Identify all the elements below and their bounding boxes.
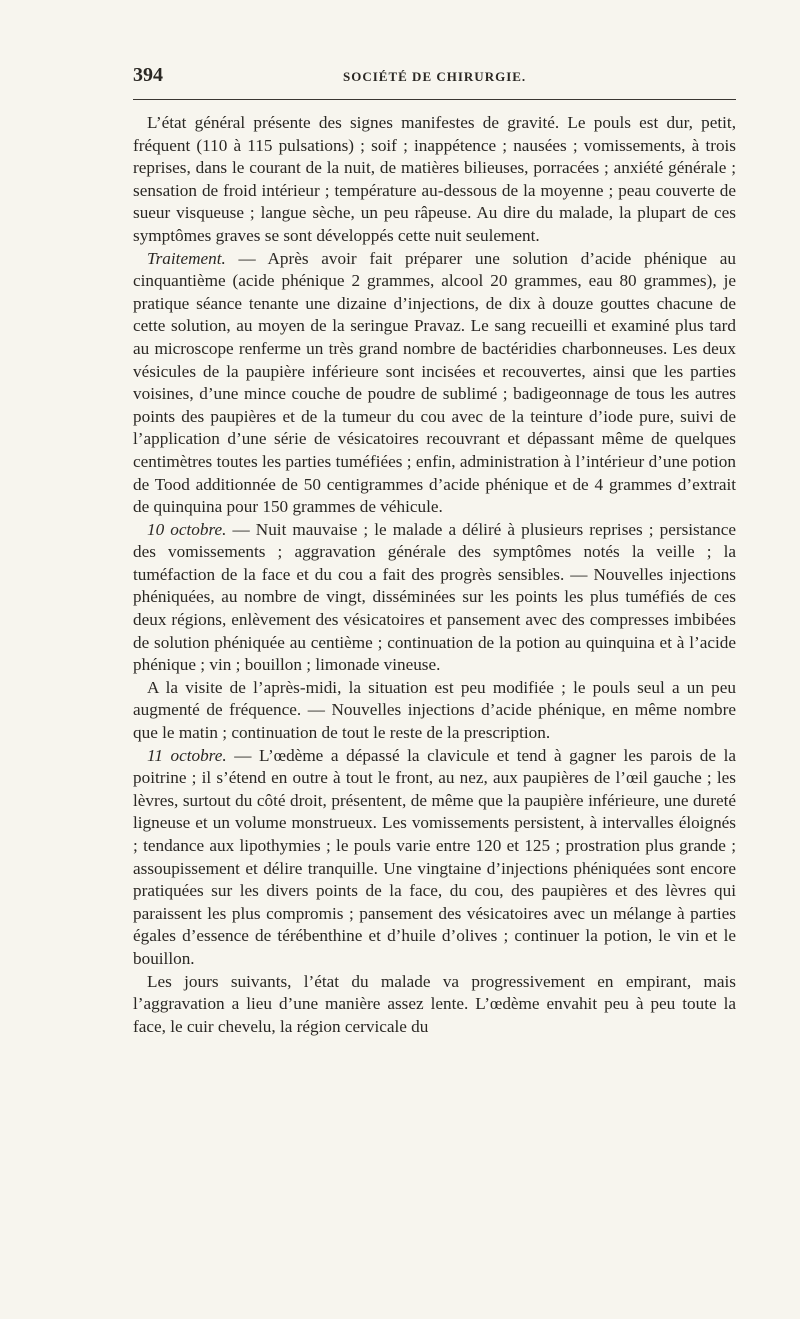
body-text — [133, 112, 736, 1038]
page-header — [133, 64, 736, 92]
paragraph-lead: 10 octobre. — [147, 519, 227, 539]
paragraph-treatment — [133, 248, 736, 519]
paragraph-text: A la visite de l’après-midi, la situation est peu modifiée ; le pouls seul a un peu augmenté de fréquence. — Nouvelles injections d’acide phénique, en même nombre que le matin ; continuation de tout le reste de la prescription. — [133, 677, 736, 743]
paragraph-october-10 — [133, 519, 736, 677]
running-title: SOCIÉTÉ DE CHIRURGIE. — [343, 69, 527, 84]
paragraph-text: — Après avoir fait préparer une solution d’acide phénique au cinquantième (acide phénique 2 grammes, alcool 20 grammes, eau 80 grammes), je pratique séance tenante une dizaine d’injections, de dix à douze gouttes chacune de cette solution, au moyen de la seringue Pravaz. Le sang recueilli et examiné plus tard au microscope renferme un très grand nombre de bactéridies charbonneuses. Les deux vésicules de la paupière inférieure sont incisées et recouvertes, ainsi que les parties voisines, d’une mince couche de poudre de sublimé ; badigeonnage de tous les autres points des paupières et de la tumeur du cou avec de la teinture d’iode pure, suivi de l’application d’une série de vésicatoires recouvrant et dépassant même de quelques centimètres toutes les parties tuméfiées ; enfin, administration à l’intérieur d’une potion de Tood additionnée de 50 centigrammes d’acide phénique et de 4 grammes d’extrait de quinquina pour 150 grammes de véhicule. — [133, 248, 736, 517]
paragraph-afternoon-visit — [133, 677, 736, 745]
paragraph-october-11 — [133, 745, 736, 971]
paragraph-text: L’état général présente des signes manifestes de gravité. Le pouls est dur, petit, fréquent (110 à 115 pulsations) ; soif ; inappétence ; nausées ; vomissements, à trois reprises, dans le courant de la nuit, de matières bilieuses, porracées ; anxiété générale ; sensation de froid intérieur ; température au-dessous de la moyenne ; peau couverte de sueur visqueuse ; langue sèche, un peu râpeuse. Au dire du malade, la plupart de ces symptômes graves se sont développés cette nuit seulement. — [133, 113, 736, 245]
header-rule — [133, 99, 736, 100]
paragraph-lead: Traitement. — [147, 248, 226, 268]
paragraph-lead: 11 octobre. — [147, 745, 227, 765]
paragraph-following-days — [133, 971, 736, 1039]
paragraph-general-state — [133, 112, 736, 248]
page-number: 394 — [133, 64, 163, 86]
paragraph-text: Les jours suivants, l’état du malade va progressivement en empirant, mais l’aggravation a lieu d’une manière assez lente. L’œdème envahit peu à peu toute la face, le cuir chevelu, la région cervicale du — [133, 971, 736, 1036]
paragraph-text: — L’œdème a dépassé la clavicule et tend à gagner les parois de la poitrine ; il s’étend en outre à tout le front, au nez, aux paupières de l’œil gauche ; les lèvres, surtout du côté droit, présentent, de même que la paupière inférieure, une dureté ligneuse et un volume monstrueux. Les vomissements persistent, à intervalles éloignés ; tendance aux lipothymies ; le pouls varie entre 120 et 125 ; prostration plus grande ; assoupissement et délire tranquille. Une vingtaine d’injections phéniquées sont encore pratiquées sur les divers points de la face, du cou, des paupières et des lèvres qui paraissent les plus compromis ; pansement des vésicatoires avec un mélange à parties égales d’essence de térébenthine et d’huile d’olives ; continuer la potion, le vin et le bouillon. — [133, 745, 736, 968]
paragraph-text: — Nuit mauvaise ; le malade a déliré à plusieurs reprises ; persistance des vomissements ; aggravation générale des symptômes notés la veille ; la tuméfaction de la face et du cou a fait des progrès sensibles. — Nouvelles injections phéniquées, au nombre de vingt, disséminées sur les points les plus tuméfiés de ces deux régions, enlèvement des vésicatoires et pansement avec des compresses imbibées de solution phéniquée au centième ; continuation de la potion au quinquina et à l’acide phénique ; vin ; bouillon ; limonade vineuse. — [133, 519, 736, 675]
